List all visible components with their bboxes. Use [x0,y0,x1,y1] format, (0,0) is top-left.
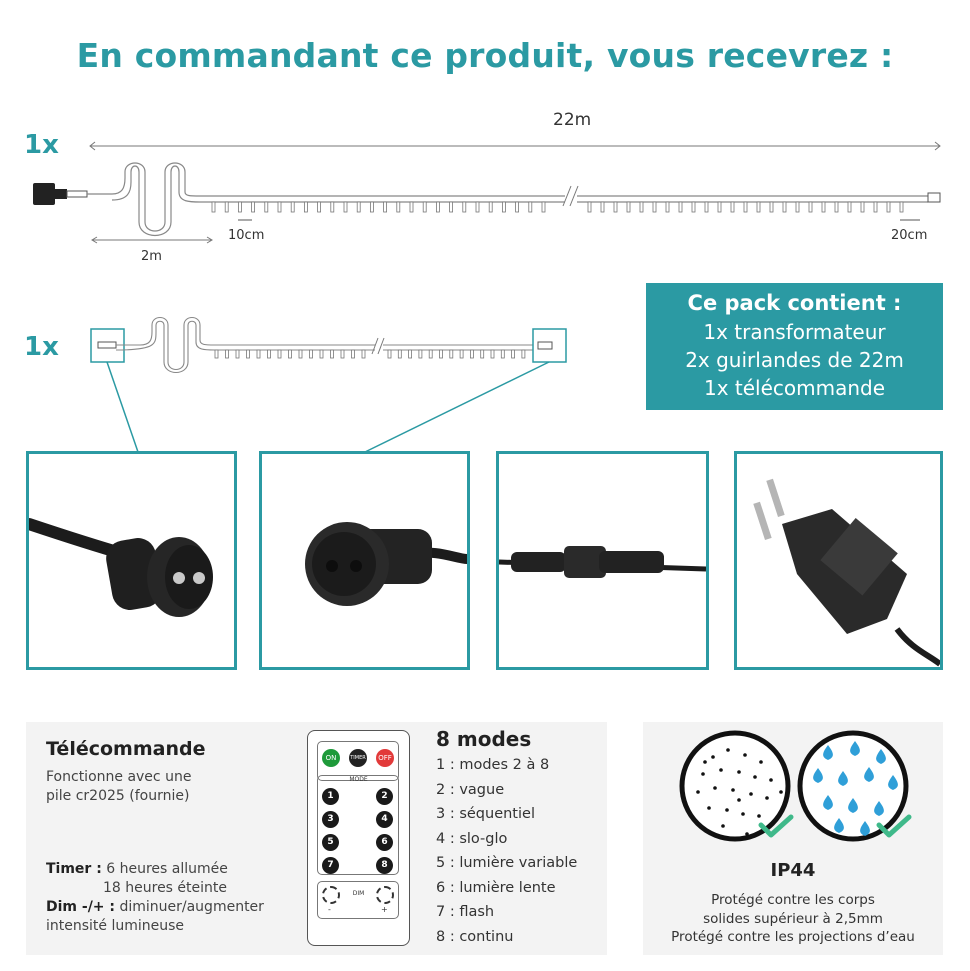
pack-title: Ce pack contient : [687,291,902,315]
led-bulb [450,350,453,358]
led-bulb [705,202,708,212]
led-bulb [268,350,271,358]
led-bulb [757,202,760,212]
mode-item: 1 : modes 2 à 8 [436,757,550,773]
photo-transformer [734,451,943,670]
led-bulb [822,202,825,212]
transformer-image [737,454,940,667]
dust-dot [719,768,723,772]
led-bulb [278,350,281,358]
led-bulb [289,350,292,358]
led-bulb [501,350,504,358]
remote-desc-line1: Fonctionne avec une [46,769,192,785]
led-bulb [848,202,851,212]
dust-icon [682,733,788,839]
remote-control [307,730,410,946]
led-bulb [318,202,321,212]
led-bulb [491,350,494,358]
remote-mode-label: MODE [349,776,368,783]
led-bulb [512,350,515,358]
led-bulb [409,350,412,358]
dust-dot [726,748,730,752]
led-bulb [423,202,426,212]
led-bulb [835,202,838,212]
pack-line-remote: 1x télécommande [703,376,886,400]
led-bulb [357,202,360,212]
led-bulb [299,350,302,358]
dust-dot [713,786,717,790]
spacing-label: 10cm [228,228,265,243]
led-bulb [679,202,682,212]
timer-on: 6 heures allumée [106,861,228,877]
dust-dot [743,753,747,757]
led-bulb [640,202,643,212]
led-bulb [489,202,492,212]
led-bulb [614,202,617,212]
led-bulb [291,202,294,212]
dust-dot [707,806,711,810]
led-bulb [809,202,812,212]
dim-desc: diminuer/augmenter [119,899,264,915]
male-connector-image [29,454,234,667]
led-bulb [470,350,473,358]
dust-dot [701,772,705,776]
photo-female-connector [259,451,470,670]
led-bulb [215,350,218,358]
led-bulb [310,350,313,358]
dust-dot [731,788,735,792]
led-bulb [236,350,239,358]
pack-line-transformer: 1x transformateur [703,320,886,344]
dust-dot [769,778,773,782]
led-bulb [320,350,323,358]
led-bulb [341,350,344,358]
timer-off: 18 heures éteinte [103,880,228,896]
remote-number-button[interactable]: 5 [322,834,339,851]
led-bulb [278,202,281,212]
remote-number-button[interactable]: 3 [322,811,339,828]
led-bulb [529,202,532,212]
led-bulb [481,350,484,358]
led-bulb [653,202,656,212]
led-bulb [460,350,463,358]
ip-line3: Protégé contre les projections d’eau [671,929,915,945]
ip-icons [643,722,943,842]
led-bulb [502,202,505,212]
led-bulb [627,202,630,212]
garland-diagram-second [0,300,640,460]
led-bulb [352,350,355,358]
dim-desc2: intensité lumineuse [46,918,185,934]
remote-number-button[interactable]: 4 [376,811,393,828]
timer-label: Timer : [46,861,102,877]
dust-dot [721,824,725,828]
photo-inline-connector [496,451,709,670]
led-bulb [398,350,401,358]
dust-dot [749,792,753,796]
led-bulb [436,202,439,212]
plug-icon [33,183,87,205]
remote-number-button[interactable]: 2 [376,788,393,805]
dust-dot [741,812,745,816]
led-bulb [257,350,260,358]
led-bulb [874,202,877,212]
mode-item: 6 : lumière lente [436,879,556,896]
dust-dot [711,755,715,759]
pack-contents-box [646,283,943,410]
led-bulb [397,202,400,212]
ip-rating: IP44 [770,860,816,881]
led-bulb [331,202,334,212]
remote-minus-label: - [328,905,331,914]
led-bulb [744,202,747,212]
dust-dot [696,790,700,794]
led-bulb [247,350,250,358]
led-bulb [370,202,373,212]
led-bulb [601,202,604,212]
female-connector-image [262,454,467,667]
remote-title: Télécommande [46,738,206,760]
modes-title: 8 modes [436,727,532,751]
mode-item: 4 : slo-glo [436,830,508,847]
dust-dot [753,775,757,779]
led-bulb [331,350,334,358]
led-bulb [225,202,228,212]
led-bulb [783,202,786,212]
led-bulb [522,350,525,358]
modes-list [436,753,577,949]
photo-male-connector [26,451,237,670]
dim-label: Dim -/+ : [46,899,116,915]
mode-item: 5 : lumière variable [436,855,578,871]
led-bulb [666,202,669,212]
remote-dim-label: DIM [352,890,365,897]
led-bulb [770,202,773,212]
led-bulb [252,202,255,212]
headline: En commandant ce produit, vous recevrez : [76,36,894,75]
led-bulb [304,202,307,212]
dust-dot [779,790,783,794]
led-bulb [476,202,479,212]
tail-label: 20cm [891,228,928,243]
remote-number-button[interactable]: 8 [376,857,393,874]
led-bulb [388,350,391,358]
remote-on-button[interactable]: ON [322,749,340,767]
ip-line2: solides supérieur à 2,5mm [703,910,883,927]
ip-line1: Protégé contre les corps [711,892,875,908]
led-bulb [226,350,229,358]
led-bulb [861,202,864,212]
remote-number-button[interactable]: 7 [322,857,339,874]
led-bulb [419,350,422,358]
remote-number-button[interactable]: 1 [322,788,339,805]
mode-item: 8 : continu [436,928,514,945]
dust-dot [765,796,769,800]
length-total-label: 22m [553,110,592,130]
quantity-row1: 1x [24,130,59,160]
led-bulb [429,350,432,358]
mode-item: 2 : vague [436,781,505,798]
pack-line-garlands: 2x guirlandes de 22m [685,348,904,372]
dust-dot [703,760,707,764]
remote-desc-line2: pile cr2025 (fournie) [46,788,190,804]
dust-dot [759,760,763,764]
led-bulb [344,202,347,212]
remote-timer-button[interactable]: TIMER [349,749,367,767]
led-bulb [410,202,413,212]
inline-connector-image [499,454,706,667]
led-bulb [450,202,453,212]
ip-description [643,891,943,947]
led-bulb [588,202,591,212]
lead-cable-label: 2m [141,249,162,264]
dust-dot [737,770,741,774]
led-bulb [516,202,519,212]
led-bulb [212,202,215,212]
dust-dot [745,832,749,836]
led-bulb [384,202,387,212]
led-bulb [542,202,545,212]
led-bulb [731,202,734,212]
led-bulb [238,202,241,212]
remote-plus-label: + [381,905,388,914]
led-bulb [362,350,365,358]
remote-features [46,860,264,936]
led-bulb [692,202,695,212]
led-bulb [796,202,799,212]
remote-off-button[interactable]: OFF [376,749,394,767]
dust-dot [737,798,741,802]
dust-dot [757,814,761,818]
led-bulb [265,202,268,212]
dust-dot [725,808,729,812]
led-bulb [887,202,890,212]
led-bulb [463,202,466,212]
remote-description [46,768,191,806]
mode-item: 3 : séquentiel [436,806,535,822]
quantity-row2: 1x [24,332,59,362]
led-bulb [900,202,903,212]
led-bulb [718,202,721,212]
remote-number-button[interactable]: 6 [376,834,393,851]
mode-item: 7 : flash [436,904,495,920]
led-bulb [440,350,443,358]
